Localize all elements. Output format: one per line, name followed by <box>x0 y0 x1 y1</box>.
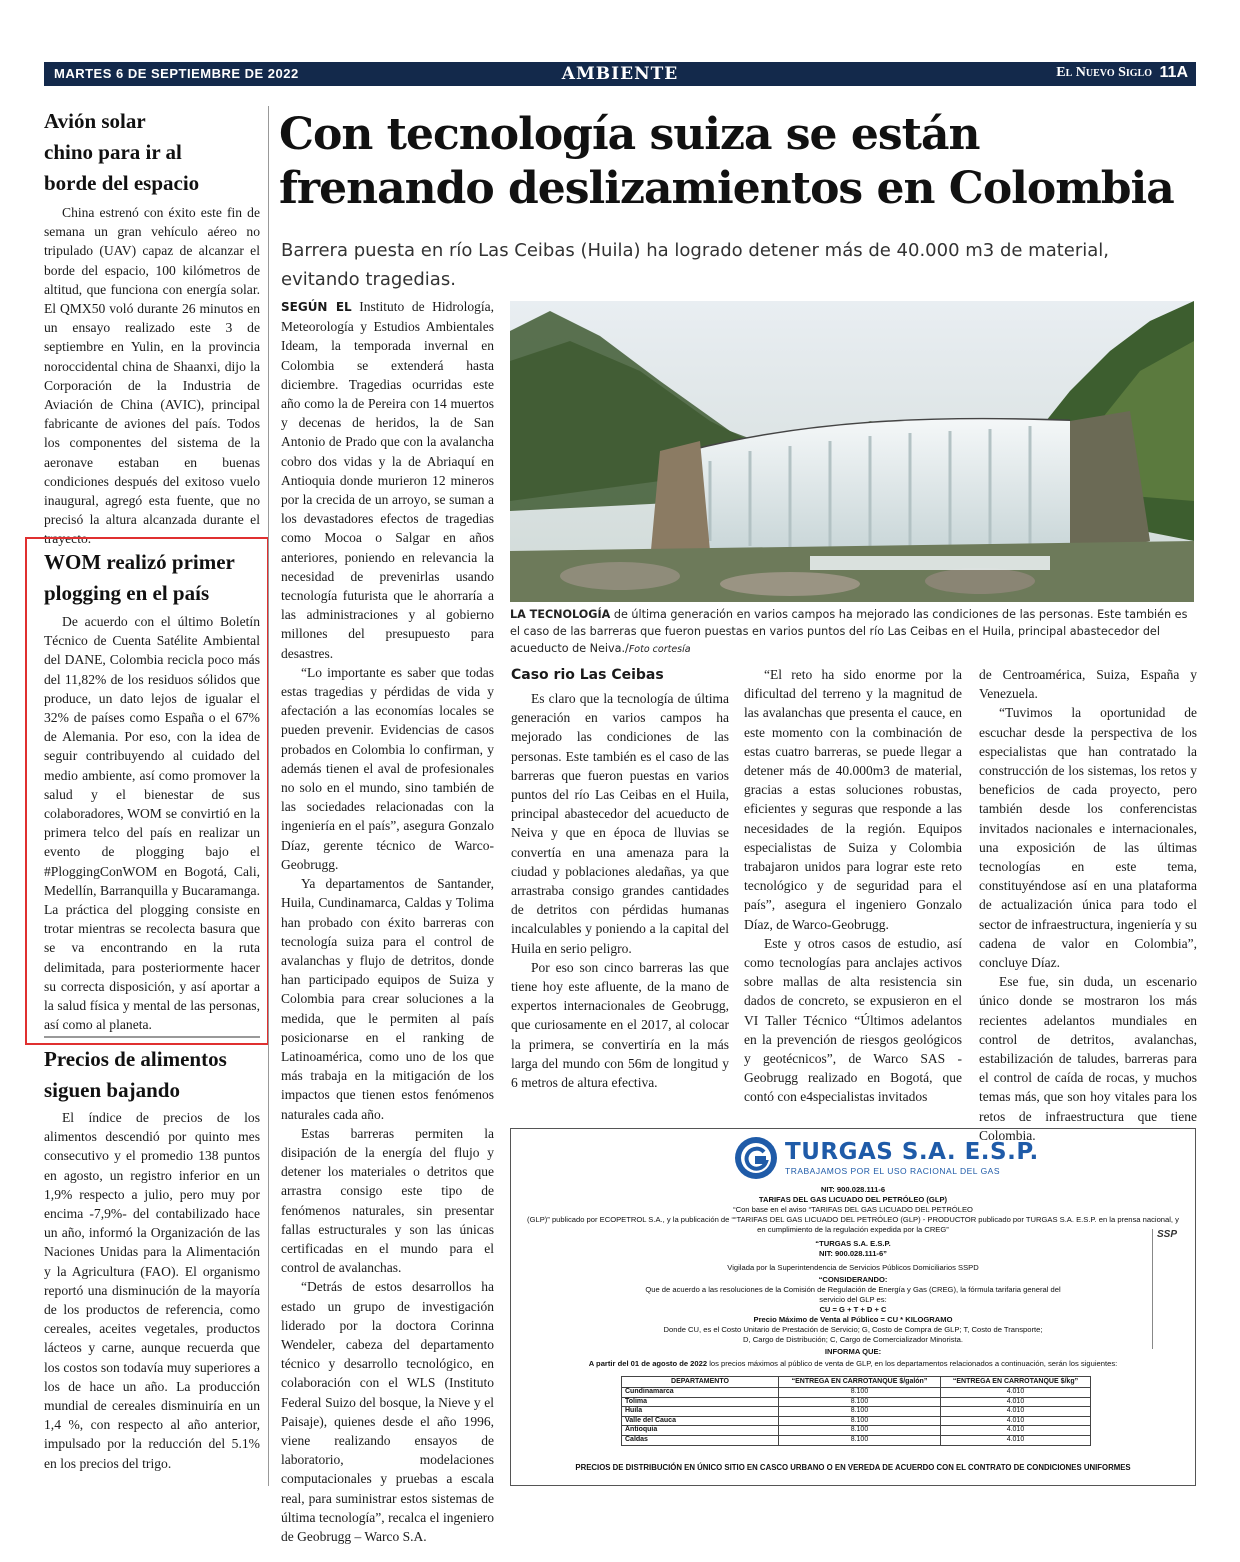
sspd-logo: SSP <box>1157 1229 1178 1240</box>
waterfall <box>690 419 1070 551</box>
page-number: 11A <box>1159 64 1188 81</box>
brief-title-solar-plane: Avión solar chino para ir al borde del espacio <box>44 109 200 195</box>
dam-photo <box>510 301 1194 602</box>
ad-intro: (GLP)” publicado por ECOPETROL S.A., y la publicación de ““TARIFAS DEL GAS LICUADO DEL PETRÓLEO (GLP) - PRODUCTOR publicado por TURGAS S.A. E.S.P. en la prensa nacional, y <box>527 1215 1179 1224</box>
sspd-stamp <box>1152 1229 1179 1349</box>
article-paragraph: “Detrás de estos desarrollos ha estado un grupo de investigación liderado por la doctora Corinna Wendeler, cabeza del departamento técnico y desarrollo tecnológico, en colaboración con el WLS (Instituto Federal Suizo del bosque, la Nieve y el Paisaje), quienes desde el año 1996, viene realizando ensayos de laboratorio, modelaciones computacionales y pruebas a escala real, para suministrar estos sistemas de última tecnología”, recalca el ingeniero de Geobrugg – Warco S.A. <box>281 1279 494 1544</box>
ad-informa: INFORMA QUE: <box>824 1347 882 1356</box>
ad-intro: “Con base en el aviso “TARIFAS DEL GAS LICUADO DEL PETRÓLEO <box>733 1205 973 1214</box>
ad-apartir: A partir del 01 de agosto de 2022 los precios máximos al público de venta de GLP, en los departamentos relacionados a continuación, serán los siguientes: <box>588 1359 1118 1368</box>
article-column-2 <box>511 665 729 1092</box>
ad-company-line: “TURGAS S.A. E.S.P. <box>815 1239 891 1248</box>
article-paragraph: Es claro que la tecnología de última generación en varios campos ha mejorado las condiciones de las personas. Este también es el caso de las barreras que fueron puestas en varios puntos del río Las Ceibas en el Huila, principal abastecedor del acueducto de Neiva y que en época de lluvias se convertía en una amenaza para la ciudad y poblaciones aledañas, ya que arrastraba consigo grandes cantidades de detritos con pérdidas humanas incalculables y poniendo a la capital del Huila en serio peligro. <box>511 691 729 956</box>
table-row: Antioquia 8.100 4.010 <box>622 1426 1091 1436</box>
ad-footer: PRECIOS DE DISTRIBUCIÓN EN ÚNICO SITIO EN CASCO URBANO O EN VEREDA DE ACUERDO CON EL CONTRATO DE CONDICIONES UNIFORMES <box>575 1463 1131 1472</box>
ad-intro: en cumplimiento de la regulación expedida por la CREG” <box>757 1225 949 1234</box>
article-paragraph: de Centroamérica, Suiza, España y Venezuela. <box>979 667 1197 702</box>
article-paragraph: Por eso son cinco barreras las que tiene hoy este afluente, de la mano de expertos internacionales de Geobrugg, que curiosamente en el 2017, al colocar la primera, se convertiría en la más larga del mundo con 56m de longitud y 6 metros de altura efectiva. <box>511 959 729 1091</box>
photo-credit: Foto cortesía <box>628 643 691 655</box>
section-name: AMBIENTE <box>561 64 679 84</box>
page-header <box>44 62 1196 86</box>
table-header: “ENTREGA EN CARROTANQUE $/galón” <box>779 1377 941 1388</box>
table-header-row <box>622 1377 1091 1388</box>
ad-formula: CU = G + T + D + C <box>819 1305 887 1314</box>
column-separator <box>268 106 269 1486</box>
ad-considerando: “CONSIDERANDO: <box>818 1275 888 1284</box>
brief-title-food-prices: Precios de alimentos siguen bajando <box>44 1047 227 1102</box>
price-table <box>621 1376 1091 1446</box>
edition-date: MARTES 6 DE SEPTIEMBRE DE 2022 <box>54 66 299 81</box>
photo-caption: LA TECNOLOGÍA de última generación en varios campos ha mejorado las condiciones de las personas. Este también es el caso de las barreras que fueron puestas en varios puntos del río Las Ceibas en el Huila, principal abastecedor del acueducto de Neiva./Foto cortesía <box>510 608 1188 655</box>
section-heading: Caso rio Las Ceibas <box>511 667 664 683</box>
table-row: Caldas 8.100 4.010 <box>622 1435 1091 1445</box>
ad-tariff-title: TARIFAS DEL GAS LICUADO DEL PETRÓLEO (GLP) <box>758 1195 948 1204</box>
article-lead-paragraph: SEGÚN EL Instituto de Hidrología, Meteorología y Estudios Ambientales Ideam, la temporada invernal en Colombia se extenderá hasta diciembre. Tragedias ocurridas este año como la de Pereira con 14 muertos y decenas de heridos, la de San Antonio de Prado que con la avalancha cobro dos vidas y la de Abriaquí en Antioquia donde murieron 12 mineros por la crecida de un arroyo, se suman a los devastadores efectos de tragedias como Mocoa o Salgar en años anteriores, poniendo en relevancia la necesidad de prevenirlas usando tecnología futurista que le ahorraría a las administraciones y al gobierno millones del presupuesto para desastres. <box>281 299 495 661</box>
ad-nit: NIT: 900.028.111-6 <box>820 1185 886 1194</box>
lead-cap: SEGÚN EL <box>281 300 352 314</box>
table-row: Cundinamarca 8.100 4.010 <box>622 1388 1091 1398</box>
ad-tagline: TRABAJAMOS POR EL USO RACIONAL DEL GAS <box>785 1166 1001 1176</box>
article-paragraph: Ya departamentos de Santander, Huila, Cundinamarca, Caldas y Tolima han probado con éxito barreras con tecnología suiza para el control de avalanchas y flujo de detritos, donde han participado equipos de Suiza y Colombia para crear soluciones a la medida, que le permiten al país posicionarse en el ranking de Latinoamérica, como uno de los que más trabaja en la mitigación de los impactos que tienen estos fenómenos naturales cada año. <box>281 876 494 1122</box>
ad-company-name: TURGAS S.A. E.S.P. <box>785 1139 1039 1165</box>
ad-definitions: D, Cargo de Distribución; C, Cargo de Comercializador Minorista. <box>743 1335 963 1344</box>
ad-definitions: Donde CU, es el Costo Unitario de Prestación de Servicio; G, Costo de Compra de GLP; T, Costo de Transporte; <box>663 1325 1043 1334</box>
newspaper-name: El Nuevo Siglo <box>1056 65 1152 80</box>
article-subheadline: Barrera puesta en río Las Ceibas (Huila) ha logrado detener más de 40.000 m3 de material, evitando tragedias. <box>281 240 1110 290</box>
article-paragraph: “El reto ha sido enorme por la dificultad del terreno y la magnitud de las avalanchas que presenta el cauce, en este momento con la combinación de estas cuatro barreras, se puede llegar a detener más de 40.000m3 de material, gracias a estas soluciones robustas, eficientes y seguras que responde a las necesidades de la región. Equipos especialistas de Suiza y Colombia trabajaron unidos para lograr este reto tecnológico y de seguridad para el país”, asegura el ingeniero Gonzalo Díaz, de Warco-Geobrugg. <box>744 667 962 932</box>
table-row: Valle del Cauca 8.100 4.010 <box>622 1416 1091 1426</box>
article-column-3 <box>744 665 962 1107</box>
turgas-advertisement <box>510 1128 1196 1486</box>
ad-precio: Precio Máximo de Venta al Público = CU * KILOGRAMO <box>753 1315 953 1324</box>
rock <box>560 562 680 590</box>
brief-title-wom: WOM realizó primer plogging en el país <box>44 550 235 605</box>
article-column-1 <box>281 297 494 1546</box>
ad-vigilada: Vigilada por la Superintendencia de Servicios Públicos Domiciliarios SSPD <box>727 1263 979 1272</box>
brief-body-wom: De acuerdo con el último Boletín Técnico de Cuenta Satélite Ambiental del DANE, Colombia recicla poco más del 11,82% de los residuos sólidos que produce, un dato lejos de igualar el 32% de países como España o el 67% de Alemania. Por eso, con la idea de seguir contribuyendo al cuidado del medio ambiente, así como promover la salud y el bienestar de sus colaboradores, WOM se convirtió en la primera telco del país en realizar un evento de plogging bajo el #PloggingConWOM en Bogotá, Cali, Medellín, Barranquilla y Bucaramanga. La práctica del plogging consiste en trotar mientras se recolecta basura que se va encontrando en la ruta delimitada, para posteriormente hacer su correcta disposición, y así aportar a la salud física y mental de las personas, así como al planeta. <box>44 614 260 1033</box>
turgas-logo-icon <box>733 1135 779 1181</box>
article-paragraph: Estas barreras permiten la disipación de la energía del flujo y detener los materiales o detritos que arrastra consigo este tipo de fenómenos naturales, sin presentar fallas estructurales y son las únicas certificadas en el mundo para el control de avalanchas. <box>281 1125 494 1276</box>
water-foam <box>810 556 1050 570</box>
article-paragraph: “Tuvimos la oportunidad de escuchar desde la perspectiva de los especialistas que han contratado la construcción de los sistemas, los retos y beneficios de cada proyecto, pero también desde los conferencistas invitados nacionales e internacionales, una exposición de las últimas tecnologías en este tema, constituyéndose así en una plataforma de actualización única para todo el sector de infraestructura, ingeniería y su cadena de valor en Colombia”, concluye Díaz. <box>979 705 1197 971</box>
brief-body-solar-plane: China estrenó con éxito este fin de semana un gran vehículo aéreo no tripulado (UAV) capaz de alcanzar el borde del espacio, 100 kilómetros de altitud, que funciona con energía solar. El QMX50 voló durante 26 minutos en un ensayo realizado este 3 de septiembre en Yulin, en la provincia noroccidental china de Shaanxi, dijo la Corporación de la Industria de Aviación de China (AVIC), principal fabricante de aviones del país. Todos los componentes del sistema de la aeronave estaban en buenas condiciones después del exitoso vuelo inaugural, agregó esta fuente, que no precisó la altura alcanzada durante el trayecto. <box>44 205 260 547</box>
article-paragraph: Este y otros casos de estudio, así como tecnologías para anclajes activos sobre mallas de alta resistencia sin dados de concreto, se expusieron en el VI Taller Técnico “Últimos adelantos en la prevención de riesgos geológicos y geotécnicos”, de Warco SAS - Geobrugg realizado en Bogotá, que contó con e4specialistas invitados <box>744 935 962 1105</box>
table-row: Huila 8.100 4.010 <box>622 1407 1091 1417</box>
article-headline: Con tecnología suiza se están frenando deslizamientos en Colombia <box>279 109 1174 214</box>
article-paragraph: Ese fue, sin duda, un escenario único donde se mostraron los más recientes adelantos mundiales en control de detritos, avalanchas, estabilización de taludes, barreras para el control de caída de rocas, y muchos temas más, que son hoy vitales para los retos de infraestructura que tiene Colombia. <box>979 974 1197 1143</box>
article-column-4 <box>979 665 1197 1145</box>
ad-nit-2: NIT: 900.028.111-6” <box>819 1249 887 1258</box>
article-paragraph: “Lo importante es saber que todas estas tragedias y pérdidas de vida y afectación a las economías locales se pueden prevenir. Evidencias de casos probados en Colombia lo confirman, y además tienen el aval de profesionales no solo en el mundo, sino también de las sociedades relacionadas con la ingeniería en el país”, asegura Gonzalo Díaz, gerente técnico de Warco-Geobrugg. <box>281 664 494 872</box>
table-row: Tolima 8.100 4.010 <box>622 1397 1091 1407</box>
brief-divider <box>44 1036 260 1038</box>
ad-consid: Que de acuerdo a las resoluciones de la Comisión de Regulación de Energía y Gas (CREG), la fórmula tarifaria general del <box>645 1285 1061 1294</box>
table-header: DEPARTAMENTO <box>622 1377 779 1388</box>
brief-body-food-prices: El índice de precios de los alimentos descendió por quinto mes consecutivo y el promedio 138 puntos en agosto, un registro inferior en un 1,9% respecto a julio, pero muy por encima -7,9%- del contabilizado hace un año, informó la Organización de las Naciones Unidas para la Alimentación y la Agricultura (FAO). El organismo reportó una disminución de la mayoría de los productos de referencia, como cereales, aceites vegetales, productos lácteos y carne, aunque recuerda que los costos son todavía muy superiores a los de hace un año. La producción mundial de cereales disminuiría en un 1,4 %, con respecto al año anterior, impulsado por la reducción del 5.1% en los precios del trigo. <box>44 1110 260 1471</box>
ad-consid: servicio del GLP es: <box>819 1295 887 1304</box>
table-header: “ENTREGA EN CARROTANQUE $/kg” <box>940 1377 1090 1388</box>
